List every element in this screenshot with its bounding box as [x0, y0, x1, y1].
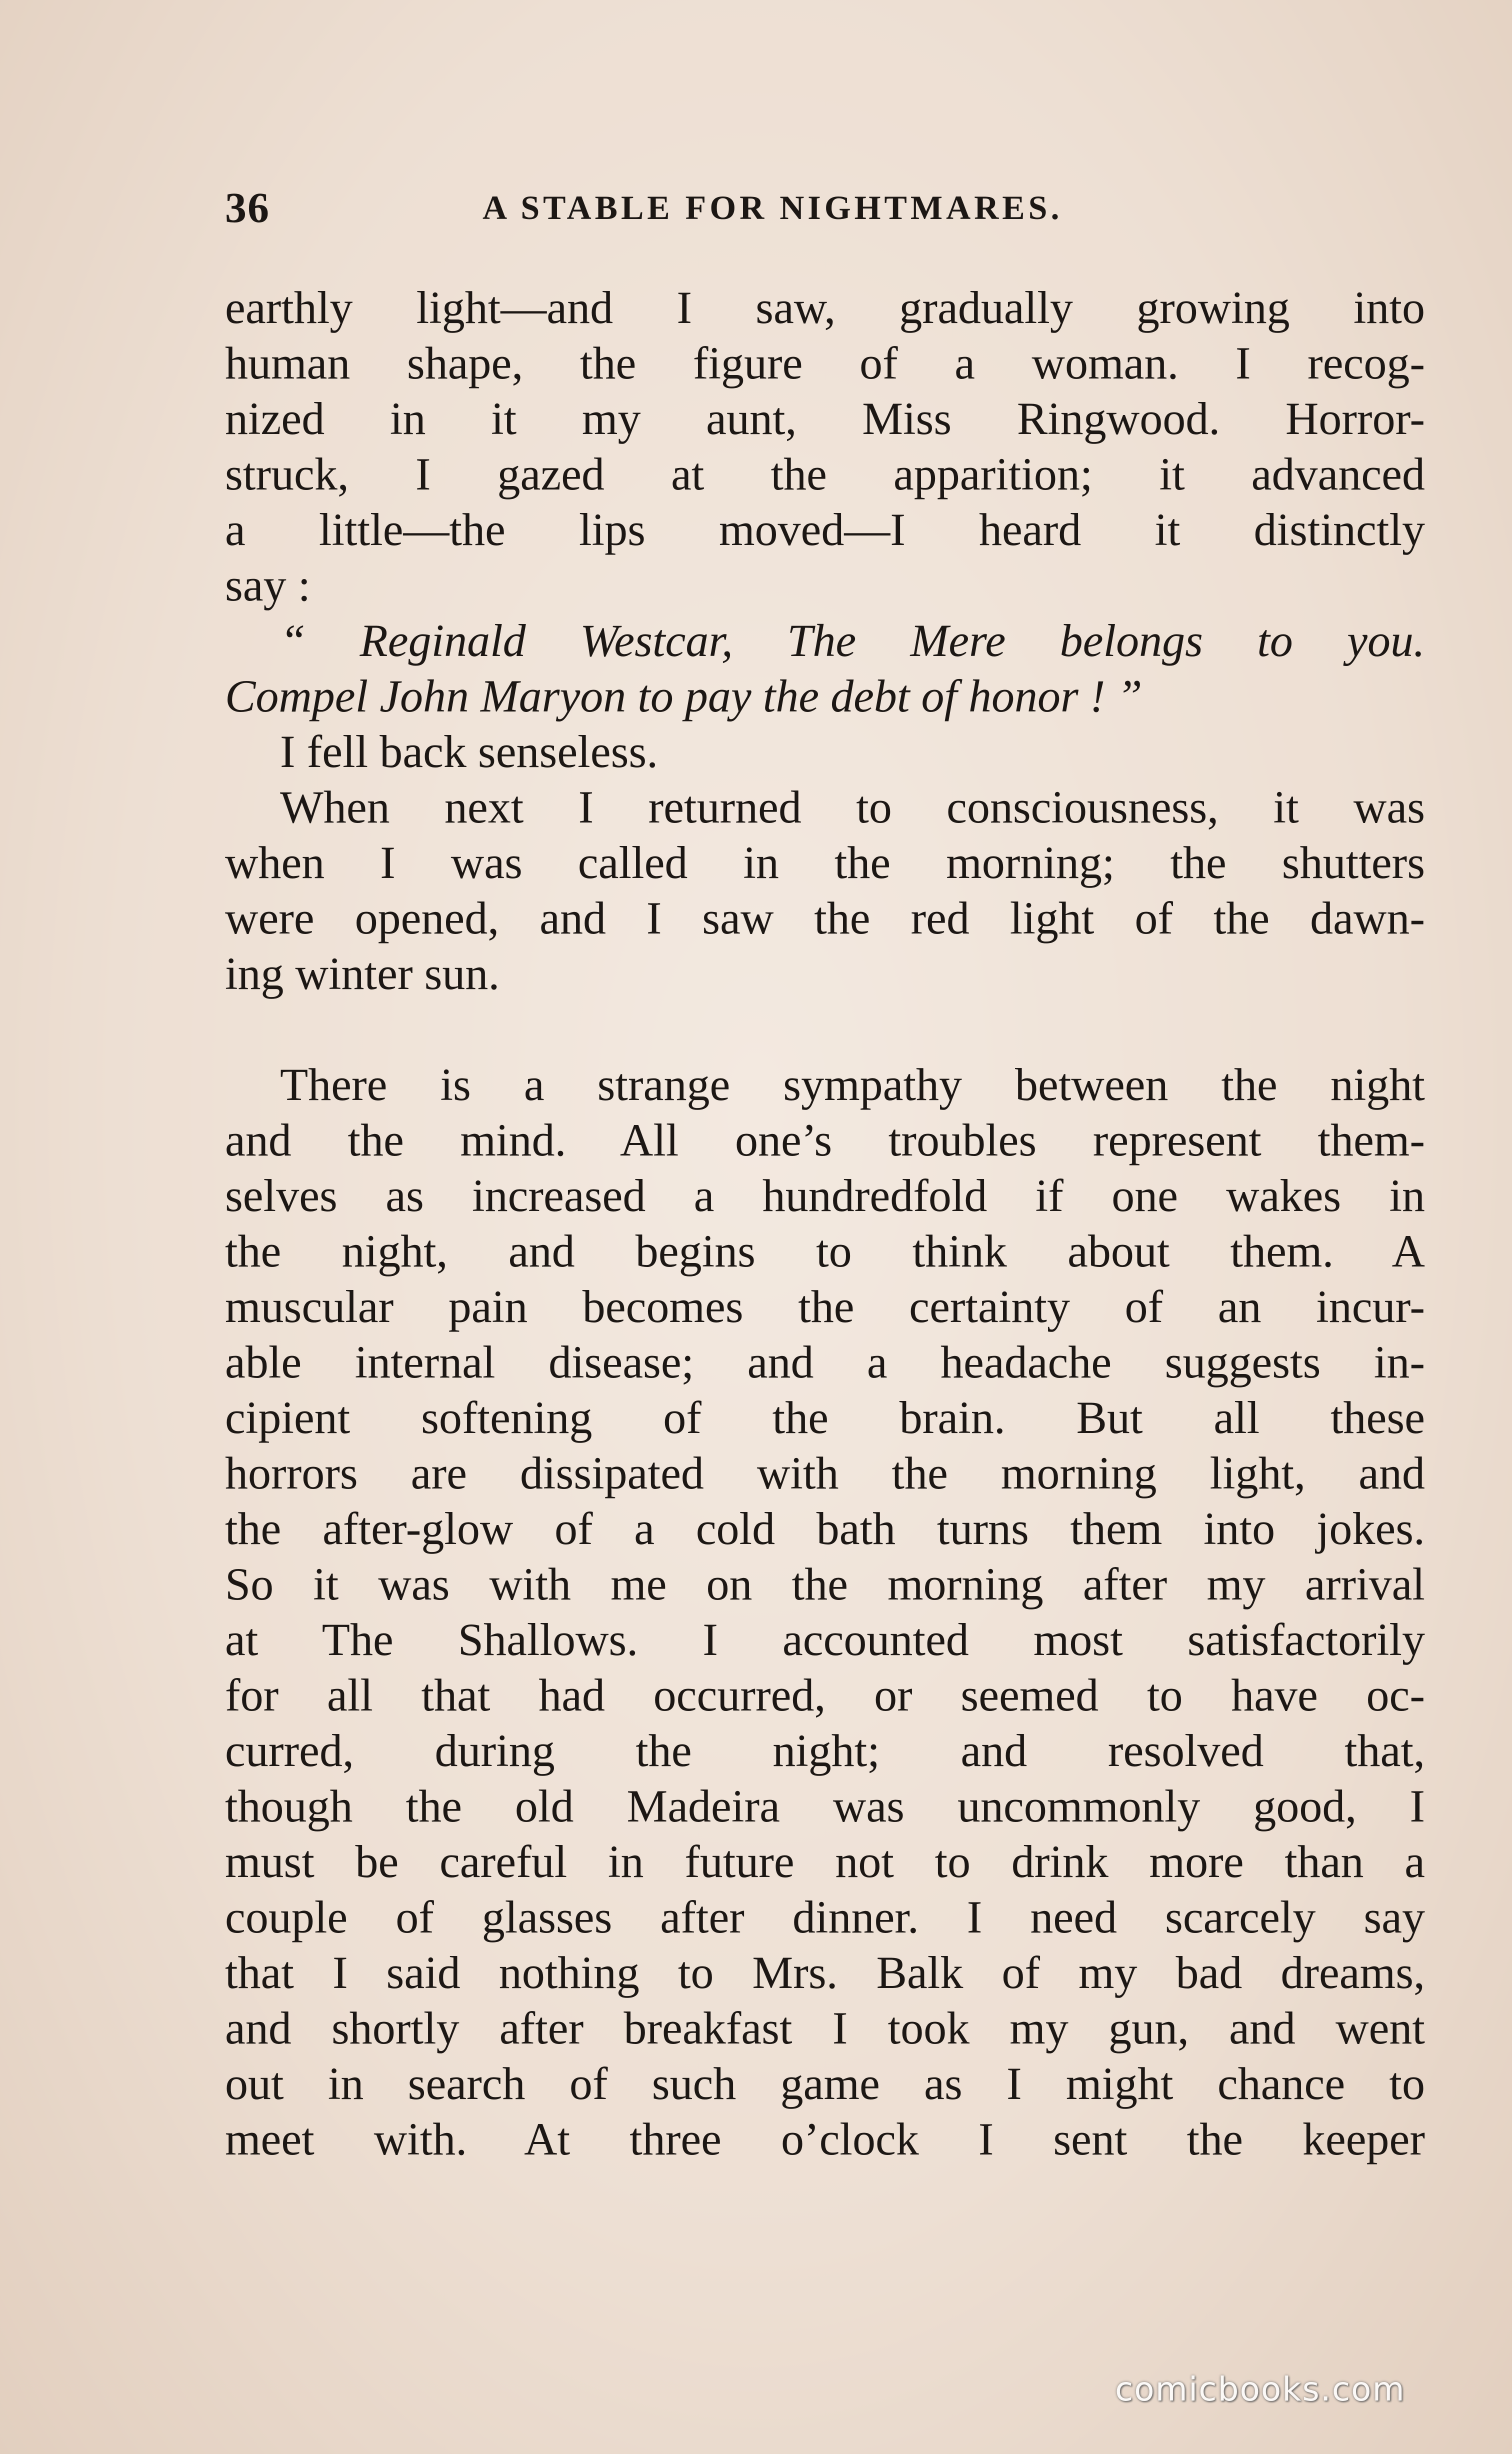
page-number: 36 — [225, 184, 270, 232]
text-line: a little—the lips moved—I heard it distinctly — [225, 504, 1425, 555]
text-line: when I was called in the morning; the shutters — [225, 837, 1425, 888]
body-text — [225, 280, 1425, 2167]
text-line: out in search of such game as I might chance to — [225, 2058, 1425, 2109]
text-line: couple of glasses after dinner. I need scarcely say — [225, 1892, 1425, 1942]
text-line: So it was with me on the morning after my arrival — [225, 1558, 1425, 1610]
text-line: horrors are dissipated with the morning light, and — [225, 1448, 1425, 1498]
running-head — [225, 180, 1175, 235]
text-line: the after-glow of a cold bath turns them into jokes. — [225, 1503, 1425, 1554]
running-title: A STABLE FOR NIGHTMARES. — [482, 188, 1063, 226]
text-line: though the old Madeira was uncommonly good, I — [225, 1780, 1425, 1832]
text-line: muscular pain becomes the certainty of an incur- — [225, 1281, 1425, 1332]
text-line: cipient softening of the brain. But all these — [225, 1392, 1425, 1443]
section-break — [225, 1002, 1425, 1057]
quoted-line: “ Reginald Westcar, The Mere belongs to you. — [280, 615, 1425, 666]
text-line: must be careful in future not to drink more than a — [225, 1836, 1425, 1887]
text-line: There is a strange sympathy between the night — [280, 1059, 1425, 1110]
text-line: and the mind. All one’s troubles represent them- — [225, 1114, 1425, 1166]
text-line: struck, I gazed at the apparition; it advanced — [225, 448, 1425, 500]
text-line: earthly light—and I saw, gradually growing into — [225, 282, 1425, 333]
text-line: selves as increased a hundredfold if one wakes in — [225, 1170, 1425, 1221]
quoted-line: Compel John Maryon to pay the debt of honor ! ” — [225, 670, 1142, 722]
text-line: ing winter sun. — [225, 948, 500, 999]
text-line: meet with. At three o’clock I sent the keeper — [225, 2114, 1425, 2164]
text-line: curred, during the night; and resolved that, — [225, 1725, 1425, 1776]
text-line: and shortly after breakfast I took my gun, and went — [225, 2002, 1425, 2054]
text-line: able internal disease; and a headache suggests in- — [225, 1336, 1425, 1388]
text-line: that I said nothing to Mrs. Balk of my bad dreams, — [225, 1947, 1425, 1998]
text-line: for all that had occurred, or seemed to have oc- — [225, 1670, 1425, 1720]
text-line: were opened, and I saw the red light of the dawn- — [225, 892, 1425, 944]
text-line: nized in it my aunt, Miss Ringwood. Horror- — [225, 393, 1425, 444]
watermark: comicbooks.com — [1115, 2370, 1406, 2408]
text-line: I fell back senseless. — [280, 726, 658, 777]
text-line: say : — [225, 560, 311, 610]
text-line: When next I returned to consciousness, it was — [280, 782, 1425, 832]
text-line: at The Shallows. I accounted most satisfactorily — [225, 1614, 1425, 1665]
text-line: the night, and begins to think about them. A — [225, 1226, 1425, 1276]
text-line: human shape, the figure of a woman. I recog- — [225, 338, 1425, 388]
